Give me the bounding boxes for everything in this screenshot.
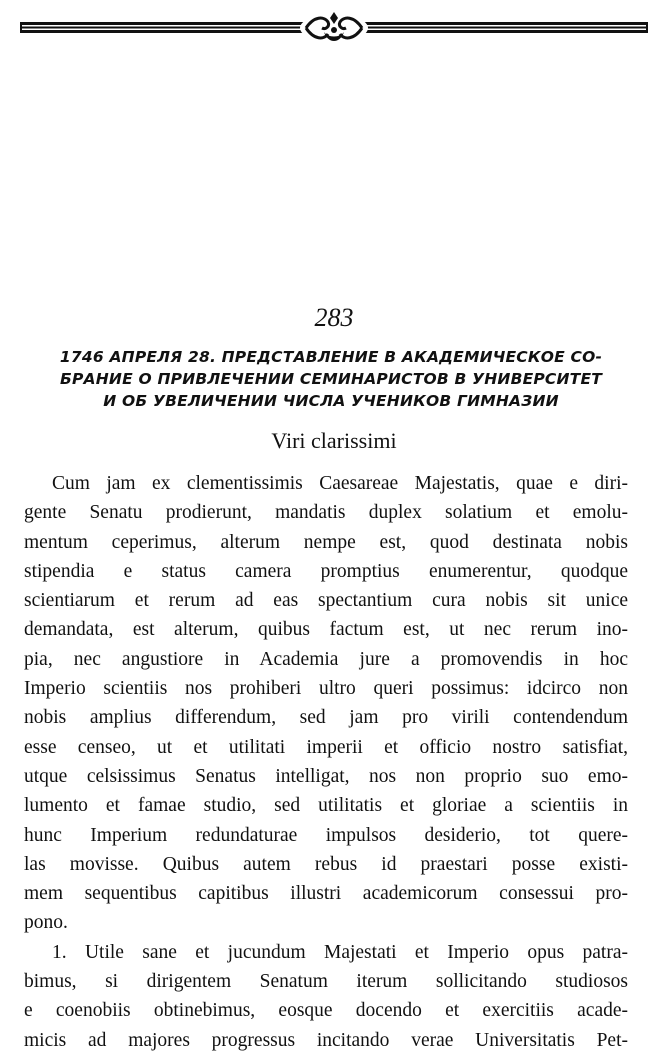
body-line: scientiarum et rerum ad eas spectantium cura nobis sit unice: [24, 590, 628, 612]
body-line: e coenobiis obtinebimus, eosque docendo et exercitiis acade-: [24, 1000, 628, 1022]
body-line: Cum jam ex clementissimis Caesareae Majestatis, quae e diri-: [52, 473, 628, 494]
body-line: bimus, si dirigentem Senatum iterum sollicitando studiosos: [24, 971, 628, 993]
body-line: esse censeo, ut et utilitati imperii et officio nostro satisfiat,: [24, 736, 628, 758]
heading-line: БРАНИЕ О ПРИВЛЕЧЕНИИ СЕМИНАРИСТОВ В УНИВЕРСИТЕТ: [59, 370, 603, 388]
body-line: demandata, est alterum, quibus factum est, ut nec rerum ino-: [24, 619, 628, 641]
body-line: nobis amplius differendum, sed jam pro virili contendendum: [24, 707, 628, 729]
body-line: micis ad majores progressus incitando verae Universitatis Pet-: [24, 1029, 628, 1051]
body-line: utque celsissimus Senatus intelligat, nos non proprio suo emo-: [24, 765, 628, 787]
heading-line: И ОБ УВЕЛИЧЕНИИ ЧИСЛА УЧЕНИКОВ ГИМНАЗИИ: [103, 392, 559, 410]
body-line: gente Senatu prodierunt, mandatis duplex solatium et emolu-: [24, 502, 628, 524]
salutation: Viri clarissimi: [271, 428, 397, 453]
body-text: [24, 469, 628, 1055]
body-line: 1. Utile sane et jucundum Majestati et Imperio opus patra-: [52, 941, 628, 963]
header-ornament: [20, 8, 648, 48]
body-line: Imperio scientiis nos prohiberi ultro queri possimus: idcirco non: [24, 678, 628, 700]
body-line: mem sequentibus capitibus illustri academicorum consessui pro-: [24, 883, 628, 905]
document-number: 283: [314, 303, 354, 332]
body-line: las movisse. Quibus autem rebus id praestari posse existi-: [24, 853, 628, 875]
body-line: hunc Imperium redundaturae impulsos desiderio, tot quere-: [24, 824, 628, 846]
body-line: stipendia e status camera promptius enumerentur, quodque: [24, 560, 628, 582]
body-line: lumento et famae studio, sed utilitatis et gloriae a scientiis in: [24, 795, 628, 817]
heading-line: 1746 АПРЕЛЯ 28. ПРЕДСТАВЛЕНИЕ В АКАДЕМИЧЕСКОЕ СО-: [59, 348, 603, 366]
body-line: pono.: [24, 912, 68, 934]
document-heading: [24, 346, 638, 412]
body-line: mentum ceperimus, alterum nempe est, quod destinata nobis: [24, 531, 628, 553]
body-line: pia, nec angustiore in Academia jure a promovendis in hoc: [24, 648, 628, 670]
